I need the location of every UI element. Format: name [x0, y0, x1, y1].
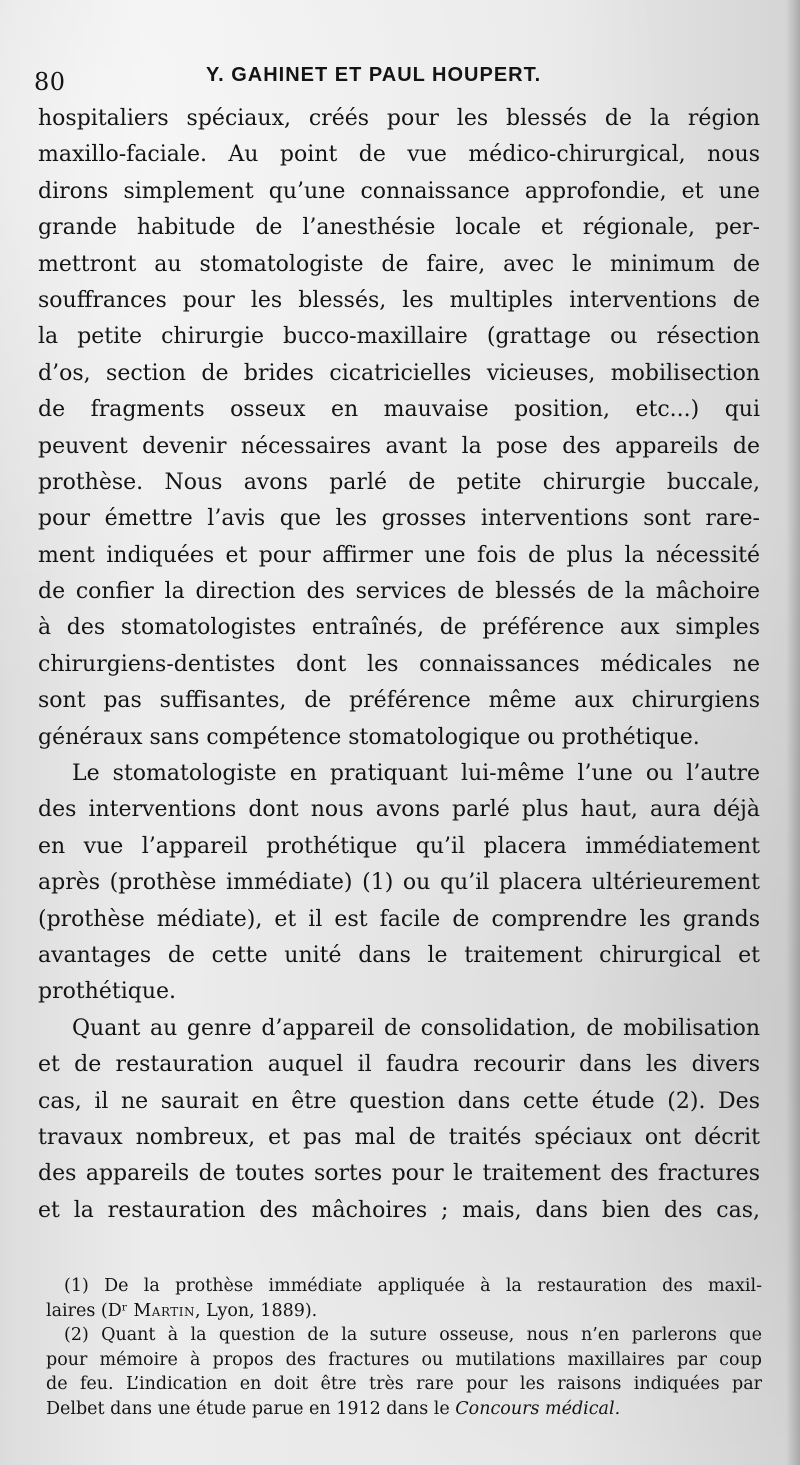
- footnote-2-line: de feu. L’indication en doit être très rare pour les raisons indiquées par: [46, 1374, 762, 1394]
- running-head: Y. GAHINET ET PAUL HOUPERT.: [206, 64, 542, 86]
- footnote-2-line: pour mémoire à propos des fractures ou mutilations maxillaires par coup: [46, 1349, 762, 1370]
- text-line: des interventions dont nous avons parlé plus haut, aura déjà: [38, 797, 760, 823]
- paragraph-start: Le stomatologiste en pratiquant lui-même l’une ou l’autre: [72, 761, 760, 787]
- text-line: avantages de cette unité dans le traitement chirurgical et: [38, 942, 760, 968]
- text-line: ment indiquées et pour affirmer une fois de plus la nécessité: [38, 542, 760, 568]
- text-line: maxillo-faciale. Au point de vue médico-chirurgical, nous: [38, 142, 760, 168]
- text-line: à des stomatologistes entraînés, de préférence aux simples: [38, 615, 760, 641]
- text-line: grande habitude de l’anesthésie locale et régionale, per-: [38, 215, 760, 241]
- text-line: généraux sans compétence stomatologique ou prothétique.: [38, 724, 700, 750]
- text-line: souffrances pour les blessés, les multiples interventions de: [38, 287, 760, 313]
- footnote-2: (2) Quant à la question de la suture osseuse, nous n’en parlerons que: [64, 1325, 762, 1345]
- text-line: d’os, section de brides cicatricielles vicieuses, mobilisection: [38, 360, 760, 386]
- footnote-text: , Lyon, 1889).: [195, 1300, 318, 1321]
- page-header: [0, 58, 800, 98]
- main-text: [38, 101, 760, 1229]
- text-line: et la restauration des mâchoires ; mais, dans bien des cas,: [38, 1197, 760, 1223]
- journal-title: Concours médical.: [455, 1398, 621, 1419]
- page-number: 80: [34, 68, 66, 96]
- text-line: (prothèse médiate), et il est facile de comprendre les grands: [38, 906, 760, 932]
- footnotes: [46, 1274, 762, 1421]
- text-line: et de restauration auquel il faudra recourir dans les divers: [38, 1052, 760, 1078]
- text-line: mettront au stomatologiste de faire, avec le minimum de: [38, 251, 760, 277]
- footnote-2-last-line: [46, 1397, 762, 1422]
- text-line: pour émettre l’avis que les grosses interventions sont rare-: [38, 506, 760, 532]
- footnote-text: laires (Dʳ: [46, 1300, 134, 1321]
- text-line: chirurgiens-dentistes dont les connaissances médicales ne: [38, 651, 760, 677]
- text-line: peuvent devenir nécessaires avant la pose des appareils de: [38, 433, 760, 459]
- page-edge-shadow: [786, 0, 800, 1465]
- text-line: des appareils de toutes sortes pour le traitement des fractures: [38, 1161, 760, 1187]
- text-line: sont pas suffisantes, de préférence même aux chirurgiens: [38, 688, 760, 714]
- text-line: prothétique.: [38, 979, 177, 1005]
- text-line: cas, il ne saurait en être question dans cette étude (2). Des: [38, 1088, 760, 1114]
- text-line: travaux nombreux, et pas mal de traités spéciaux ont décrit: [38, 1124, 760, 1150]
- footnote-text: Delbet dans une étude parue en 1912 dans le: [46, 1398, 456, 1419]
- footnote-1: (1) De la prothèse immédiate appliquée à la restauration des maxil-: [64, 1276, 762, 1296]
- paragraph-start: Quant au genre d’appareil de consolidation, de mobilisation: [72, 1015, 760, 1041]
- footnote-1-continuation: [46, 1299, 762, 1324]
- author-name: Martin: [133, 1300, 196, 1321]
- text-line: hospitaliers spéciaux, créés pour les blessés de la région: [38, 106, 760, 131]
- text-line: la petite chirurgie bucco-maxillaire (grattage ou résection: [38, 324, 760, 350]
- text-line: de confier la direction des services de blessés de la mâchoire: [38, 579, 760, 605]
- text-line: dirons simplement qu’une connaissance approfondie, et une: [38, 178, 760, 204]
- text-line: en vue l’appareil prothétique qu’il placera immédiatement: [38, 833, 760, 859]
- text-line: de fragments osseux en mauvaise position, etc...) qui: [38, 397, 760, 423]
- text-line: après (prothèse immédiate) (1) ou qu’il placera ultérieurement: [38, 870, 760, 896]
- text-line: prothèse. Nous avons parlé de petite chirurgie buccale,: [38, 469, 760, 495]
